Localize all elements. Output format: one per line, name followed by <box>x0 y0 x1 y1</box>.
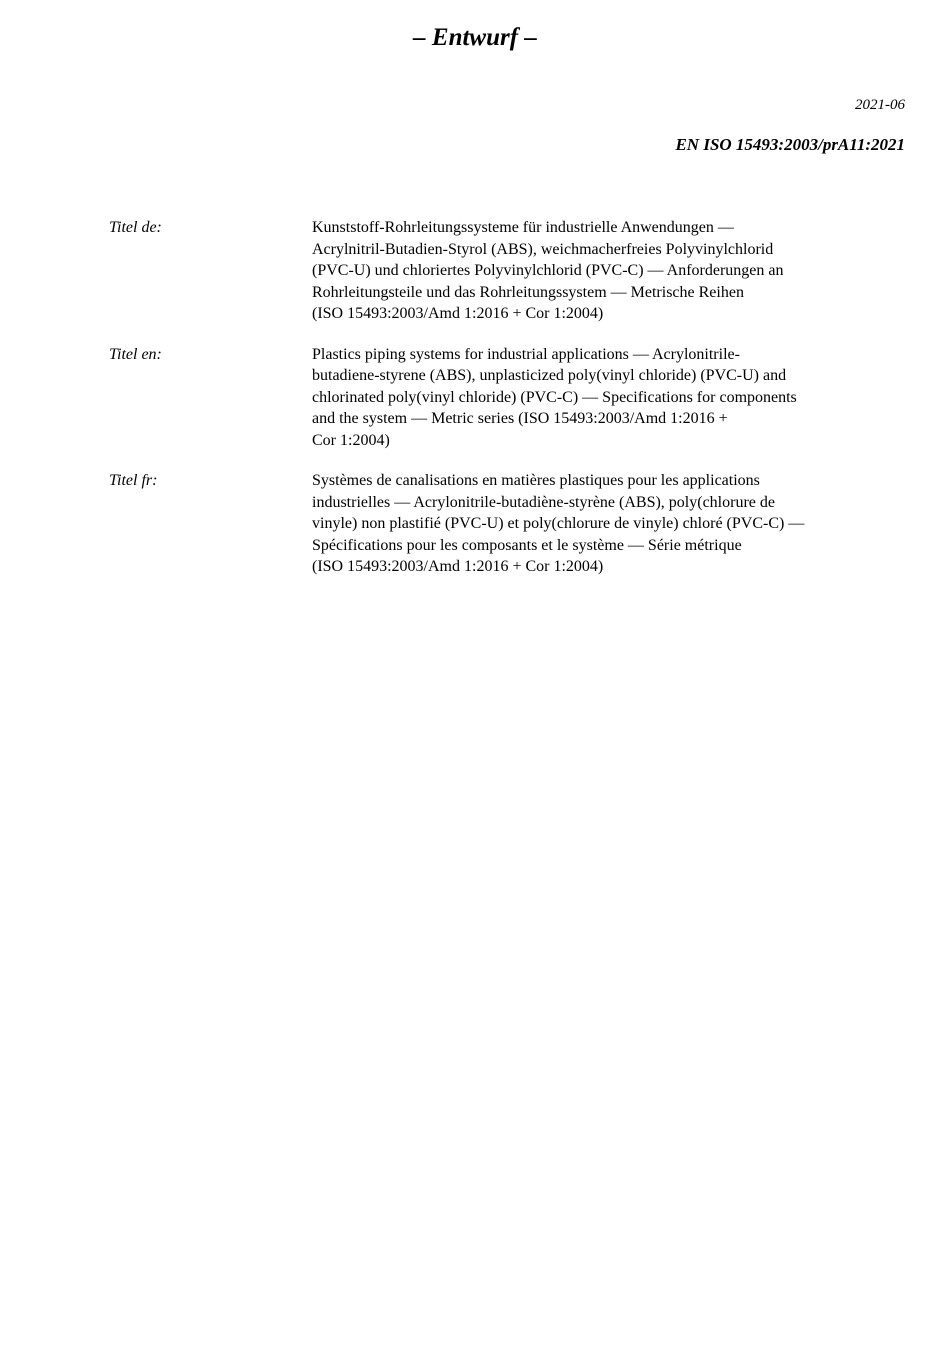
document-date: 2021-06 <box>855 97 905 113</box>
title-line: (ISO 15493:2003/Amd 1:2016 + Cor 1:2004) <box>312 305 604 322</box>
title-row-de <box>109 217 909 325</box>
title-line: Acrylnitril-Butadien-Styrol (ABS), weichmacherfreies Polyvinylchlorid <box>312 240 774 258</box>
draft-heading: – Entwurf – <box>413 24 537 51</box>
title-line: (ISO 15493:2003/Amd 1:2016 + Cor 1:2004) <box>312 558 604 575</box>
title-row-fr <box>109 470 909 578</box>
title-line: Systèmes de canalisations en matières plastiques pour les applications <box>312 472 760 489</box>
title-line: Spécifications pour les composants et le système — Série métrique <box>312 536 742 554</box>
title-line: and the system — Metric series (ISO 15493:2003/Amd 1:2016 + <box>312 410 728 427</box>
title-row-en <box>109 344 909 452</box>
title-line: Rohrleitungsteile und das Rohrleitungssystem — Metrische Reihen <box>312 283 744 301</box>
title-text-en <box>312 344 902 452</box>
title-text-de <box>312 217 902 325</box>
title-line: (PVC-U) und chloriertes Polyvinylchlorid (PVC-C) — Anforderungen an <box>312 262 784 279</box>
title-label-en: Titel en: <box>109 345 162 363</box>
title-label-fr: Titel fr: <box>109 472 158 489</box>
title-text-fr <box>312 470 902 578</box>
title-line: Cor 1:2004) <box>312 431 390 449</box>
title-line: Kunststoff-Rohrleitungssysteme für industrielle Anwendungen — <box>312 219 734 236</box>
titles-section <box>109 217 909 597</box>
title-line: Plastics piping systems for industrial applications — Acrylonitrile- <box>312 345 740 363</box>
title-label-de: Titel de: <box>109 219 162 236</box>
document-id: EN ISO 15493:2003/prA11:2021 <box>675 135 905 154</box>
title-line: chlorinated poly(vinyl chloride) (PVC-C) — Specifications for components <box>312 388 797 406</box>
title-line: vinyle) non plastifié (PVC-U) et poly(chlorure de vinyle) chloré (PVC-C) — <box>312 515 805 532</box>
title-line: butadiene-styrene (ABS), unplasticized poly(vinyl chloride) (PVC-U) and <box>312 367 787 384</box>
title-line: industrielles — Acrylonitrile-butadiène-styrène (ABS), poly(chlorure de <box>312 493 775 511</box>
